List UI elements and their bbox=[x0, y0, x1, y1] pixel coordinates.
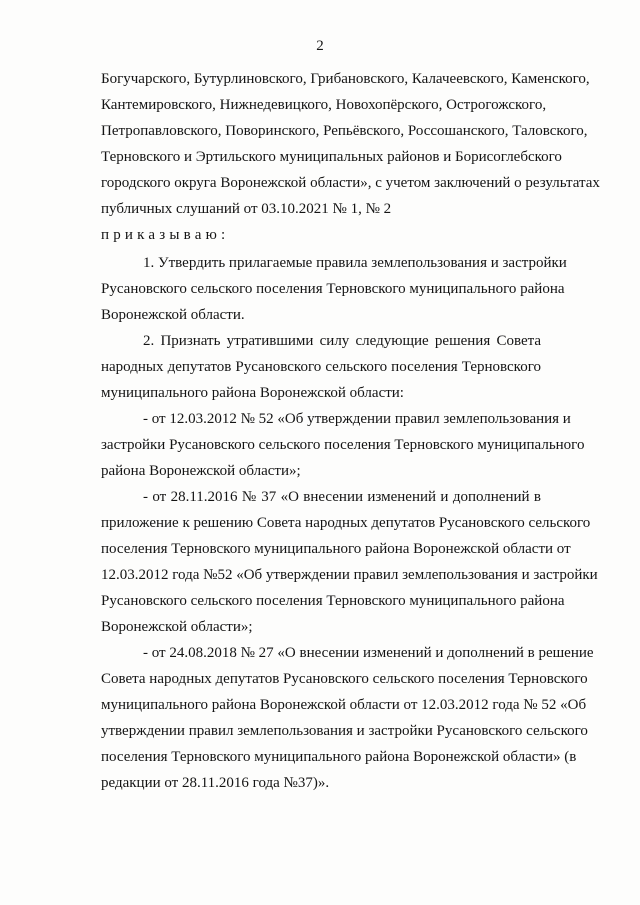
text-line: Воронежской области. bbox=[101, 307, 245, 323]
text-line: публичных слушаний от 03.10.2021 № 1, № 2 bbox=[101, 201, 392, 217]
text-line: застройки Русановского сельского поселения Терновского муниципального bbox=[101, 437, 585, 453]
text-line: Петропавловского, Поворинского, Репьёвского, Россошанского, Таловского, bbox=[101, 123, 588, 139]
text-line: поселения Терновского муниципального района Воронежской области от bbox=[101, 541, 571, 557]
text-line: 1. Утвердить прилагаемые правила землепользования и застройки bbox=[143, 255, 567, 271]
text-line: Воронежской области»; bbox=[101, 619, 253, 635]
text-line: - от 12.03.2012 № 52 «Об утверждении правил землепользования и bbox=[143, 411, 571, 427]
text-line: поселения Терновского муниципального района Воронежской области» (в bbox=[101, 749, 577, 765]
text-line: муниципального района Воронежской области: bbox=[101, 385, 404, 401]
text-line: Богучарского, Бутурлиновского, Грибановского, Калачеевского, Каменского, bbox=[101, 71, 590, 87]
text-line: народных депутатов Русановского сельского поселения Терновского bbox=[101, 359, 541, 375]
text-line: утверждении правил землепользования и застройки Русановского сельского bbox=[101, 723, 588, 739]
text-line: Совета народных депутатов Русановского сельского поселения Терновского bbox=[101, 671, 588, 687]
text-line: - от 24.08.2018 № 27 «О внесении изменений и дополнений в решение bbox=[143, 645, 594, 661]
text-line: приложение к решению Совета народных депутатов Русановского сельского bbox=[101, 515, 591, 531]
text-line: - от 28.11.2016 № 37 «О внесении изменений и дополнений в bbox=[143, 489, 541, 505]
text-line: района Воронежской области»; bbox=[101, 463, 301, 479]
text-line: 12.03.2012 года №52 «Об утверждении правил землепользования и застройки bbox=[101, 567, 598, 583]
text-line: редакции от 28.11.2016 года №37)». bbox=[101, 775, 330, 791]
page-number: 2 bbox=[316, 38, 324, 54]
text-line: 2. Признать утратившими силу следующие решения Совета bbox=[143, 333, 541, 349]
text-line: муниципального района Воронежской области от 12.03.2012 года № 52 «Об bbox=[101, 697, 587, 713]
text-line: Терновского и Эртильского муниципальных районов и Борисоглебского bbox=[101, 149, 562, 165]
text-line: Кантемировского, Нижнедевицкого, Новохопёрского, Острогожского, bbox=[101, 97, 547, 113]
order-word: приказываю: bbox=[101, 227, 230, 243]
text-line: Русановского сельского поселения Терновского муниципального района bbox=[101, 281, 565, 297]
text-line: городского округа Воронежской области», с учетом заключений о результатах bbox=[101, 175, 600, 191]
text-line: Русановского сельского поселения Терновского муниципального района bbox=[101, 593, 565, 609]
